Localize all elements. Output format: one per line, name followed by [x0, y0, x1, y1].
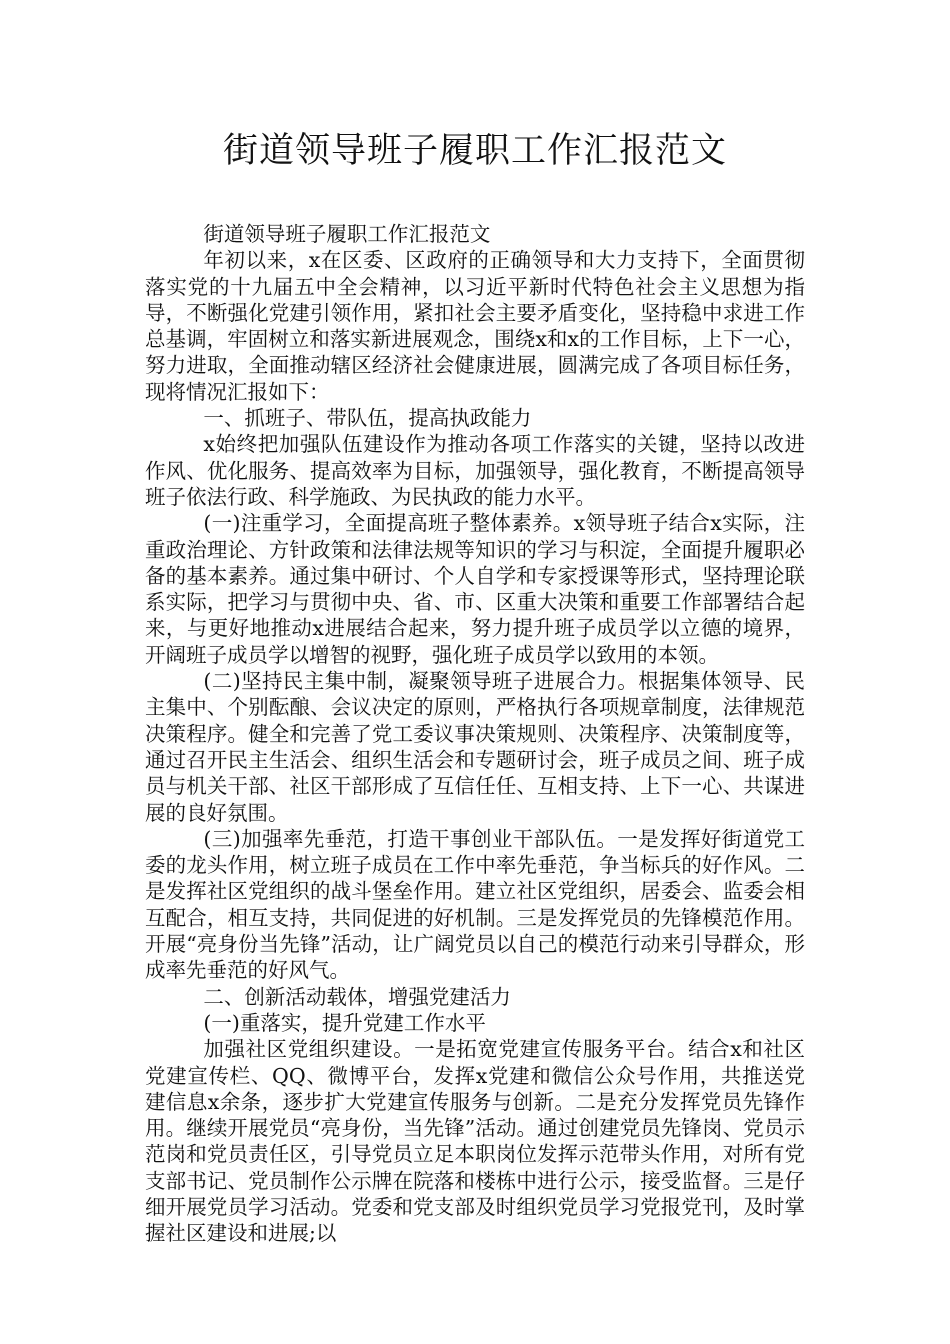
body-paragraph: (三)加强率先垂范，打造干事创业干部队伍。一是发挥好街道党工委的龙头作用，树立班子成员在工作中率先垂范，争当标兵的好作风。二是发挥社区党组织的战斗堡垒作用。建立社区党组织，居委会、监委会相互配合，相互支持，共同促进的好机制。三是发挥党员的先锋模范作用。开展“亮身份当先锋”活动，让广阔党员以自己的模范行动来引导群众，形成率先垂范的好风气。 — [145, 826, 805, 983]
body-paragraph: x始终把加强队伍建设作为推动各项工作落实的关键，坚持以改进作风、优化服务、提高效率为目标，加强领导，强化教育，不断提高领导班子依法行政、科学施政、为民执政的能力水平。 — [145, 432, 805, 509]
subtitle-paragraph: 街道领导班子履职工作汇报范文 — [203, 222, 491, 246]
subsection-heading: (一)重落实，提升党建工作水平 — [203, 1010, 486, 1035]
intro-paragraph: 年初以来，x在区委、区政府的正确领导和大力支持下，全面贯彻落实党的十九届五中全会精神，以习近平新时代特色社会主义思想为指导，不断强化党建引领作用，紧扣社会主要矛盾变化，坚持稳中求进工作总基调，牢固树立和落实新进展观念，围绕x和x的工作目标，上下一心，努力进取，全面推动辖区经济社会健康进展，圆满完成了各项目标任务，现将情况汇报如下： — [145, 248, 805, 404]
document-title: 街道领导班子履职工作汇报范文 — [222, 131, 727, 171]
section-heading-2: 二、创新活动载体，增强党建活力 — [203, 984, 511, 1009]
body-paragraph: (二)坚持民主集中制，凝聚领导班子进展合力。根据集体领导、民主集中、个别酝酿、会议决定的原则，严格执行各项规章制度，法律规范决策程序。健全和完善了党工委议事决策规则、决策程序、决策制度等，通过召开民主生活会、组织生活会和专题研讨会，班子成员之间、班子成员与机关干部、社区干部形成了互信任任、互相支持、上下一心、共谋进展的良好氛围。 — [145, 669, 805, 825]
section-heading-1: 一、抓班子、带队伍，提高执政能力 — [203, 406, 532, 431]
body-paragraph: (一)注重学习，全面提高班子整体素养。x领导班子结合x实际，注重政治理论、方针政策和法律法规等知识的学习与积淀，全面提升履职必备的基本素养。通过集中研讨、个人自学和专家授课等形式，坚持理论联系实际，把学习与贯彻中央、省、市、区重大决策和重要工作部署结合起来，与更好地推动x进展结合起来，努力提升班子成员学以立德的境界，开阔班子成员学以增智的视野，强化班子成员学以致用的本领。 — [145, 511, 805, 667]
body-paragraph: 加强社区党组织建设。一是拓宽党建宣传服务平台。结合x和社区党建宣传栏、QQ、微博平台，发挥x党建和微信公众号作用，共推送党建信息x余条，逐步扩大党建宣传服务与创新。二是充分发挥党员先锋作用。继续开展党员“亮身份，当先锋”活动。通过创建党员先锋岗、党员示范岗和党员责任区，引导党员立足本职岗位发挥示范带头作用，对所有党支部书记、党员制作公示牌在院落和楼栋中进行公示，接受监督。三是仔细开展党员学习活动。党委和党支部及时组织党员学习党报党刊，及时掌握社区建设和进展;以 — [145, 1037, 805, 1246]
document-body — [145, 221, 805, 1247]
